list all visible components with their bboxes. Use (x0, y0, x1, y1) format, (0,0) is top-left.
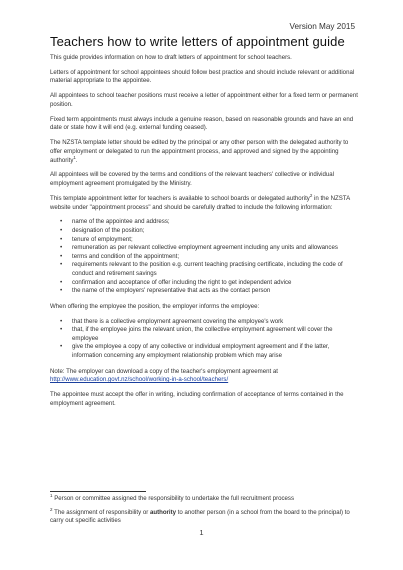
list-item: • tenure of employment; (72, 236, 360, 245)
footnote-ref-2[interactable]: 2 (309, 192, 313, 198)
list-item: • terms and condition of the appointment; (72, 253, 360, 262)
document-body (50, 54, 360, 415)
education-link[interactable]: http://www.education.govt.nz/school/working-in-a-school/teachers/ (50, 376, 229, 384)
version-label: Version May 2015 (289, 22, 355, 31)
paragraph-appointees: All appointees to school teacher positions must receive a letter of appointment either for a fixed term or permanent position. (50, 92, 358, 108)
paragraph-template-letter (50, 139, 360, 165)
footnote-2-text-b: to another person (in a school from the board to the principal) to carry out specific activities (50, 508, 350, 524)
paragraph-best-practice: Letters of appointment for school appointees should follow best practice and should include relevant or additional material appropriate to the appointee. (50, 68, 355, 85)
footnote-2 (50, 506, 360, 525)
list-item: • the name of the employers' representative that acts as the contact person (72, 287, 360, 296)
paragraph-coverage: All appointees will be covered by the terms and conditions of the relevant teachers' collective or individual employment agreement promulgated by the Ministry. (50, 171, 335, 188)
list-item: • requirements relevant to the position e.g. current teaching practising certificate, including the code of conduct and retirement savings (72, 261, 360, 278)
list-item: • confirmation and acceptance of offer including the right to get independent advice (72, 279, 360, 288)
footnote-1 (50, 492, 360, 503)
footnote-1-text: Person or committee assigned the responsibility to undertake the full recruitment process (52, 495, 295, 502)
paragraph-template-letter-end: . (75, 156, 78, 164)
page-number: 1 (199, 528, 204, 537)
paragraph-template-availability-text-b: in the NZSTA website under "appointment process" and should be carefully drafted to include the following information: (50, 194, 350, 211)
footnote-2-bold: authority (149, 508, 177, 516)
paragraph-acceptance: The appointee must accept the offer in writing, including confirmation of acceptance of terms contained in the employment agreement. (50, 391, 344, 407)
document-title: Teachers how to write letters of appointment guide (50, 34, 345, 49)
list-item: • that, if the employee joins the relevant union, the collective employment agreement will cover the employee (72, 326, 360, 343)
list-item: • remuneration as per relevant collective employment agreement including any units and allowances (72, 244, 360, 253)
list-item: • give the employee a copy of any collective or individual employment agreement and if the latter, information concerning any employment relationship problem which may arise (72, 343, 360, 360)
paragraph-offering: When offering the employee the position, the employer informs the employee: (50, 302, 260, 310)
list-item: • that there is a collective employment agreement covering the employee's work (72, 318, 360, 327)
note-text: Note: The employer can download a copy of the teacher's employment agreement at (50, 367, 279, 375)
paragraph-fixed-term: Fixed term appointments must always include a genuine reason, based on reasonable grounds and have an end date or state how it will end (e.g. external funding ceased). (50, 115, 354, 132)
footnote-divider (50, 491, 146, 492)
footnotes-section (50, 491, 360, 531)
footnote-2-number: 2 (50, 506, 53, 512)
paragraph-template-availability-text-a: This template appointment letter for teachers is available to school boards or delegated authority (50, 194, 310, 202)
footnote-2-text-a: The assignment of responsibility or (52, 508, 150, 516)
paragraph-template-letter-text: The NZSTA template letter should be edited by the principal or any other person with the delegated authority to offer employment or delegated to run the appointment process, and approved and signed by the appointing authority (50, 139, 349, 164)
list-item: • designation of the position; (72, 227, 360, 236)
paragraph-note (50, 368, 360, 385)
paragraph-intro: This guide provides information on how to draft letters of appointment for school teachers. (50, 54, 292, 61)
information-list (50, 218, 360, 295)
footnote-1-number: 1 (50, 492, 53, 498)
list-item: • name of the appointee and address; (72, 218, 360, 227)
footnote-ref-1[interactable]: 1 (73, 154, 76, 160)
paragraph-template-availability (50, 192, 360, 212)
employer-informs-list (50, 318, 360, 361)
